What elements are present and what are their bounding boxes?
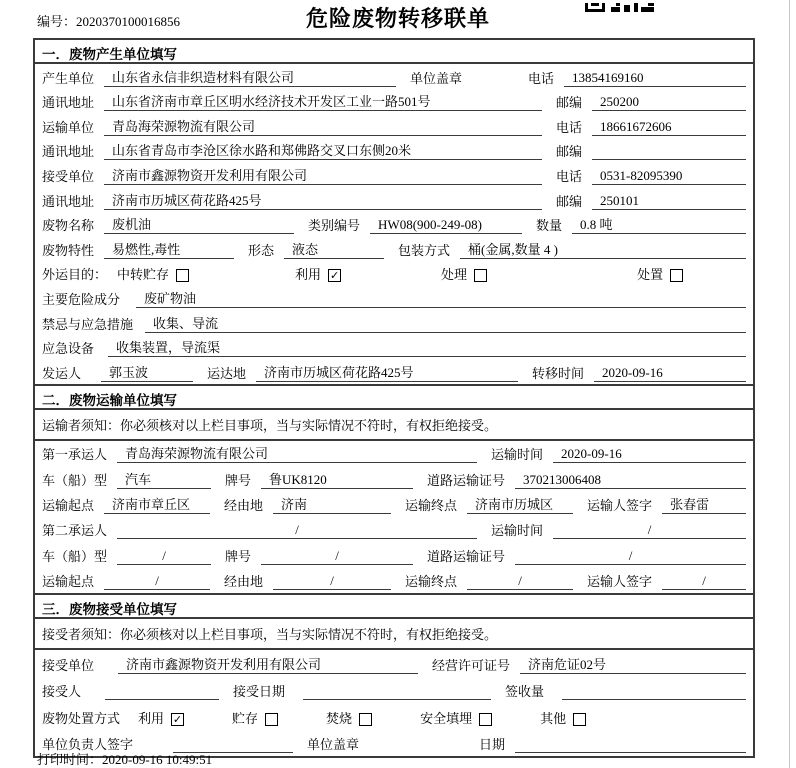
field-label: 接受人 <box>42 684 82 700</box>
checkbox-checked: ✓ <box>329 269 340 283</box>
checkbox-label: 中转贮存 <box>117 267 170 283</box>
field-label: 电话 <box>528 70 555 86</box>
field-label: 通讯地址 <box>42 144 95 160</box>
field-value <box>515 752 746 753</box>
field-label: 运输起点 <box>42 497 95 513</box>
field-value: 2020-09-16 <box>553 446 746 463</box>
form-row <box>35 162 753 187</box>
field-label: 经营许可证号 <box>432 657 511 673</box>
field-label: 运输时间 <box>491 447 544 463</box>
field-label: 废物处置方式 <box>42 710 121 726</box>
field-label: 包装方式 <box>398 242 451 258</box>
field-value: 山东省济南市章丘区明水经济技术开发区工业一路501号 <box>104 91 542 111</box>
field-value: 桶(金属,数量 4 ) <box>460 239 746 259</box>
section-3 <box>35 593 753 756</box>
field-value: 废机油 <box>104 214 294 234</box>
field-value: 370213006408 <box>515 472 746 489</box>
field-value: 青岛海荣源物流有限公司 <box>117 443 477 463</box>
checkbox <box>176 269 189 282</box>
checkbox-label: 安全填埋 <box>420 710 473 726</box>
field-label: 第二承运人 <box>42 523 108 539</box>
field-value: 济南市章丘区 <box>104 494 210 514</box>
field-label: 单位负责人签字 <box>42 737 134 753</box>
field-label: 经由地 <box>224 574 264 590</box>
checkbox <box>479 713 492 726</box>
field-value: 济南市历城区 <box>467 494 573 514</box>
field-label: 邮编 <box>556 95 583 111</box>
field-value: / <box>117 522 477 539</box>
form-row <box>35 89 753 114</box>
field-label: 外运目的： <box>42 267 108 283</box>
checkbox-option <box>138 708 184 727</box>
field-value: 张春雷 <box>662 494 746 514</box>
checkbox-label: 贮存 <box>232 710 259 726</box>
field-value: 青岛海荣源物流有限公司 <box>104 116 542 136</box>
form-row <box>35 138 753 163</box>
field-label: 单位盖章 <box>307 737 360 753</box>
checkbox-option <box>295 264 341 283</box>
field-label: 经由地 <box>224 497 264 513</box>
page-title: 危险废物转移联单 <box>305 6 490 31</box>
field-label: 转移时间 <box>532 365 585 381</box>
checkbox-option <box>232 708 278 727</box>
field-value: 汽车 <box>117 469 211 489</box>
field-value: 山东省青岛市李沧区徐水路和郑佛路交叉口东侧20米 <box>104 140 542 160</box>
field-label: 主要危险成分 <box>42 291 121 307</box>
form-row <box>35 113 753 138</box>
form-row <box>35 261 753 286</box>
form-row <box>35 359 753 384</box>
field-value: 18661672606 <box>592 119 746 136</box>
field-value: 液态 <box>284 239 384 259</box>
checkbox-checked: ✓ <box>172 712 183 726</box>
notice-text: 运输者须知：你必须核对以上栏目事项，当与实际情况不符时，有权拒绝接受。 <box>35 410 753 441</box>
field-label: 签收量 <box>505 684 545 700</box>
field-value <box>303 699 491 700</box>
section-heading: 二．废物运输单位填写 <box>35 386 753 410</box>
form-row <box>35 677 753 704</box>
field-label: 电话 <box>556 168 583 184</box>
section-2 <box>35 384 753 593</box>
field-value: 收集、导流 <box>145 313 746 333</box>
checkbox-option <box>117 264 189 283</box>
field-label: 第一承运人 <box>42 447 108 463</box>
field-value: / <box>104 573 210 590</box>
field-value: 山东省永信非织造材料有限公司 <box>104 67 396 87</box>
qr-code-fragment <box>585 0 661 16</box>
print-time <box>37 749 212 768</box>
form-row <box>35 492 753 517</box>
field-value <box>105 699 219 700</box>
field-value: 鲁UK8120 <box>261 469 413 489</box>
serial-label: 编号： <box>37 14 77 29</box>
field-label: 运输终点 <box>405 574 458 590</box>
field-value: 济南市鑫源物资开发利用有限公司 <box>118 654 418 674</box>
form-row <box>35 236 753 261</box>
field-label: 数量 <box>536 218 563 234</box>
field-label: 通讯地址 <box>42 193 95 209</box>
field-label: 运输人签字 <box>587 574 653 590</box>
field-label: 运输起点 <box>42 574 95 590</box>
form-row <box>35 335 753 360</box>
checkbox-label: 其他 <box>540 710 567 726</box>
form-row <box>35 310 753 335</box>
field-value <box>592 159 746 160</box>
field-value: / <box>553 522 746 539</box>
field-value: 济南危证02号 <box>520 654 746 674</box>
field-label: 运输终点 <box>405 497 458 513</box>
field-value: 0531-82095390 <box>592 168 746 185</box>
section-1 <box>35 40 753 384</box>
field-label: 产生单位 <box>42 70 95 86</box>
checkbox <box>265 713 278 726</box>
field-label: 车（船）型 <box>42 548 108 564</box>
field-label: 道路运输证号 <box>427 548 506 564</box>
page-edge-line <box>789 0 790 768</box>
field-label: 牌号 <box>225 472 252 488</box>
field-label: 运输单位 <box>42 119 95 135</box>
field-value: 济南 <box>273 494 391 514</box>
field-value: 2020-09-16 <box>594 365 746 382</box>
field-value: 收集装置，导流渠 <box>108 337 746 357</box>
field-value: 易燃性,毒性 <box>104 239 234 259</box>
checkbox-label: 焚烧 <box>326 710 353 726</box>
form-row <box>35 703 753 730</box>
field-value: 济南市历城区荷花路425号 <box>256 362 518 382</box>
field-value: / <box>662 573 746 590</box>
field-label: 道路运输证号 <box>427 472 506 488</box>
checkbox-label: 利用 <box>138 710 165 726</box>
checkbox-label: 处理 <box>441 267 468 283</box>
field-label: 电话 <box>556 119 583 135</box>
field-label: 类别编号 <box>308 218 361 234</box>
checkbox <box>359 713 372 726</box>
field-label: 接受日期 <box>233 684 286 700</box>
field-value: / <box>467 573 573 590</box>
field-label: 邮编 <box>556 193 583 209</box>
field-label: 接受单位 <box>42 168 95 184</box>
field-label: 接受单位 <box>42 657 95 673</box>
section-heading: 一．废物产生单位填写 <box>35 40 753 64</box>
form-row <box>35 650 753 677</box>
field-label: 废物名称 <box>42 218 95 234</box>
field-value: 250101 <box>592 193 746 210</box>
field-label: 禁忌与应急措施 <box>42 316 134 332</box>
form-row <box>35 212 753 237</box>
field-label: 应急设备 <box>42 341 95 357</box>
form-row <box>35 64 753 89</box>
checkbox-option <box>441 264 487 283</box>
field-label: 运输时间 <box>491 523 544 539</box>
field-value: 郭玉波 <box>101 362 193 382</box>
waste-transfer-form <box>33 38 755 758</box>
field-label: 废物特性 <box>42 242 95 258</box>
field-value: / <box>117 548 211 565</box>
checkbox <box>474 269 487 282</box>
form-row <box>35 285 753 310</box>
form-row <box>35 517 753 542</box>
field-value: 250200 <box>592 94 746 111</box>
notice-text: 接受者须知：你必须核对以上栏目事项，当与实际情况不符时，有权拒绝接受。 <box>35 619 753 650</box>
checkbox-option <box>637 264 683 283</box>
field-value: 济南市鑫源物资开发利用有限公司 <box>104 165 542 185</box>
checkbox-label: 处置 <box>637 267 664 283</box>
field-value: / <box>261 548 413 565</box>
checkbox-option <box>326 708 372 727</box>
field-label: 牌号 <box>225 548 252 564</box>
serial-value: 2020370100016856 <box>76 14 181 29</box>
checkbox <box>573 713 586 726</box>
section-heading: 三．废物接受单位填写 <box>35 595 753 619</box>
field-value: 0.8 吨 <box>572 214 746 234</box>
checkbox-option <box>420 708 492 727</box>
field-value: 13854169160 <box>564 70 746 87</box>
field-label: 形态 <box>248 242 275 258</box>
field-label: 邮编 <box>556 144 583 160</box>
field-value: 废矿物油 <box>136 288 746 308</box>
form-row <box>35 466 753 491</box>
form-row <box>35 568 753 593</box>
field-value: / <box>515 548 746 565</box>
field-label: 单位盖章 <box>410 70 463 86</box>
print-time-label: 打印时间： <box>37 752 103 767</box>
form-row <box>35 441 753 466</box>
print-time-value: 2020-09-16 10:49:51 <box>102 752 213 767</box>
checkbox-option <box>540 708 586 727</box>
field-label: 运输人签字 <box>587 497 653 513</box>
checkbox <box>670 269 683 282</box>
field-label: 日期 <box>479 737 506 753</box>
field-value: / <box>273 573 391 590</box>
checkbox-label: 利用 <box>295 267 322 283</box>
field-value <box>562 699 746 700</box>
field-label: 运达地 <box>207 365 247 381</box>
field-label: 通讯地址 <box>42 95 95 111</box>
field-label: 发运人 <box>42 365 82 381</box>
form-row <box>35 187 753 212</box>
field-value: HW08(900-249-08) <box>370 217 522 234</box>
field-label: 车（船）型 <box>42 472 108 488</box>
field-value: 济南市历城区荷花路425号 <box>104 190 542 210</box>
form-row <box>35 542 753 567</box>
